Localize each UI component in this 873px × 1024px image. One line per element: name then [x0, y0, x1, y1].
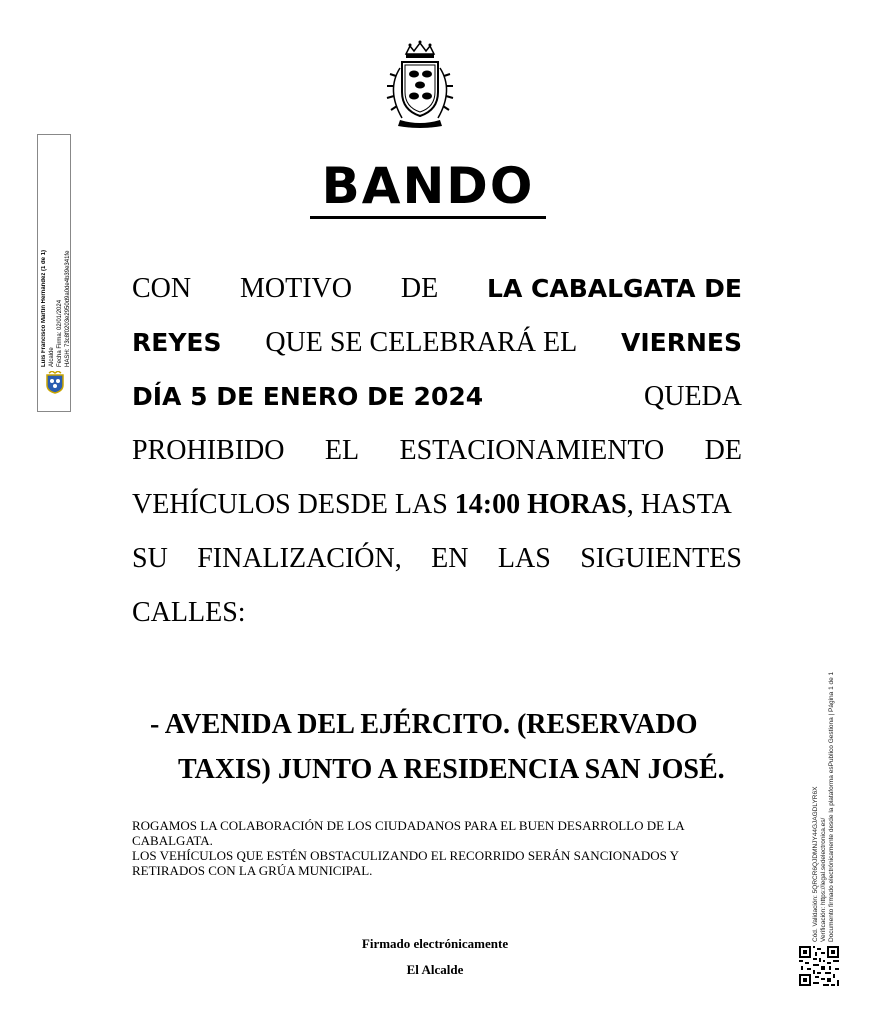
paragraph-word: DE: [704, 435, 742, 466]
signature-label: Firmado electrónicamente: [361, 936, 509, 951]
validation-code: Cód. Validación: 5QRCR6QJDMNJY44GJAGDLYR6X: [812, 786, 819, 942]
coat-of-arms-icon: [376, 40, 464, 128]
signer-name: Luis Francisco Martín Hernández (1 de 1): [41, 249, 47, 367]
paragraph-line: [132, 532, 742, 586]
notice-paragraph: LOS VEHÍCULOS QUE ESTÉN OBSTACULIZANDO EL RECORRIDO SERÁN SANCIONADOS Y RETIRADOS CON LA GRÚA MUNICIPAL.: [132, 848, 679, 878]
paragraph-line: [132, 586, 742, 640]
paragraph-word: SU: [132, 543, 168, 574]
paragraph-line: [132, 262, 742, 316]
signature-stamp: [37, 134, 71, 412]
signature-stamp-text: [40, 147, 70, 367]
street-line: TAXIS) JUNTO A RESIDENCIA SAN JOSÉ.: [178, 754, 725, 785]
paragraph-words: , HASTA: [626, 489, 732, 520]
paragraph-word: PROHIBIDO: [132, 435, 285, 466]
notice-text: [132, 818, 752, 878]
paragraph-word: LAS: [497, 543, 551, 574]
signature-hash: HASH: 73c8f0203e2950d9a0de4b39e341fe: [65, 250, 71, 367]
paragraph-word: CALLES:: [132, 597, 246, 628]
paragraph-words: VEHÍCULOS DESDE LAS: [132, 489, 448, 520]
signer-title: El Alcalde: [406, 962, 464, 977]
paragraph-words: QUE SE CELEBRARÁ EL: [265, 327, 578, 358]
document-title: BANDO: [321, 157, 535, 215]
paragraph-word: EN: [431, 543, 469, 574]
paragraph-word: EL: [324, 435, 360, 466]
paragraph-line: [132, 478, 742, 532]
notice-paragraph: ROGAMOS LA COLABORACIÓN DE LOS CIUDADANOS PARA EL BUEN DESARROLLO DE LA CABALGATA.: [132, 818, 684, 848]
paragraph-word: DE: [400, 273, 439, 304]
paragraph-line: [132, 370, 742, 424]
paragraph-word: FINALIZACIÓN,: [197, 543, 402, 574]
paragraph-word: SIGUIENTES: [580, 543, 742, 574]
event-name: LA CABALGATA DE: [487, 274, 742, 303]
verification-url: Verificación: https://legal.sedelectronica.es/: [820, 817, 827, 942]
street-list-item: [150, 702, 750, 792]
event-name-continued: REYES: [132, 328, 222, 357]
event-date: DÍA 5 DE ENERO DE 2024: [132, 382, 484, 411]
signature-date: Fecha Firma: 02/01/2024: [57, 299, 63, 367]
paragraph-word: QUEDA: [644, 381, 742, 412]
paragraph-line: [132, 316, 742, 370]
qr-code-icon: [799, 946, 839, 986]
document-footer: Documento firmado electrónicamente desde la plataforma esPublico Gestiona | Página 1 de 1: [828, 671, 835, 942]
stamp-logo-icon: [43, 371, 67, 395]
signer-role: Alcalde: [49, 347, 55, 367]
validation-text: [812, 640, 846, 942]
paragraph-line: [132, 424, 742, 478]
event-day: VIERNES: [621, 328, 742, 357]
paragraph-line-text: [132, 478, 732, 532]
start-time: 14:00 HORAS: [454, 489, 627, 520]
paragraph-word: CON: [132, 273, 192, 304]
paragraph-word: MOTIVO: [239, 273, 352, 304]
street-line: - AVENIDA DEL EJÉRCITO. (RESERVADO: [150, 709, 698, 740]
announcement-paragraph: [132, 262, 742, 640]
paragraph-word: ESTACIONAMIENTO: [399, 435, 665, 466]
title-underline: [310, 216, 546, 219]
